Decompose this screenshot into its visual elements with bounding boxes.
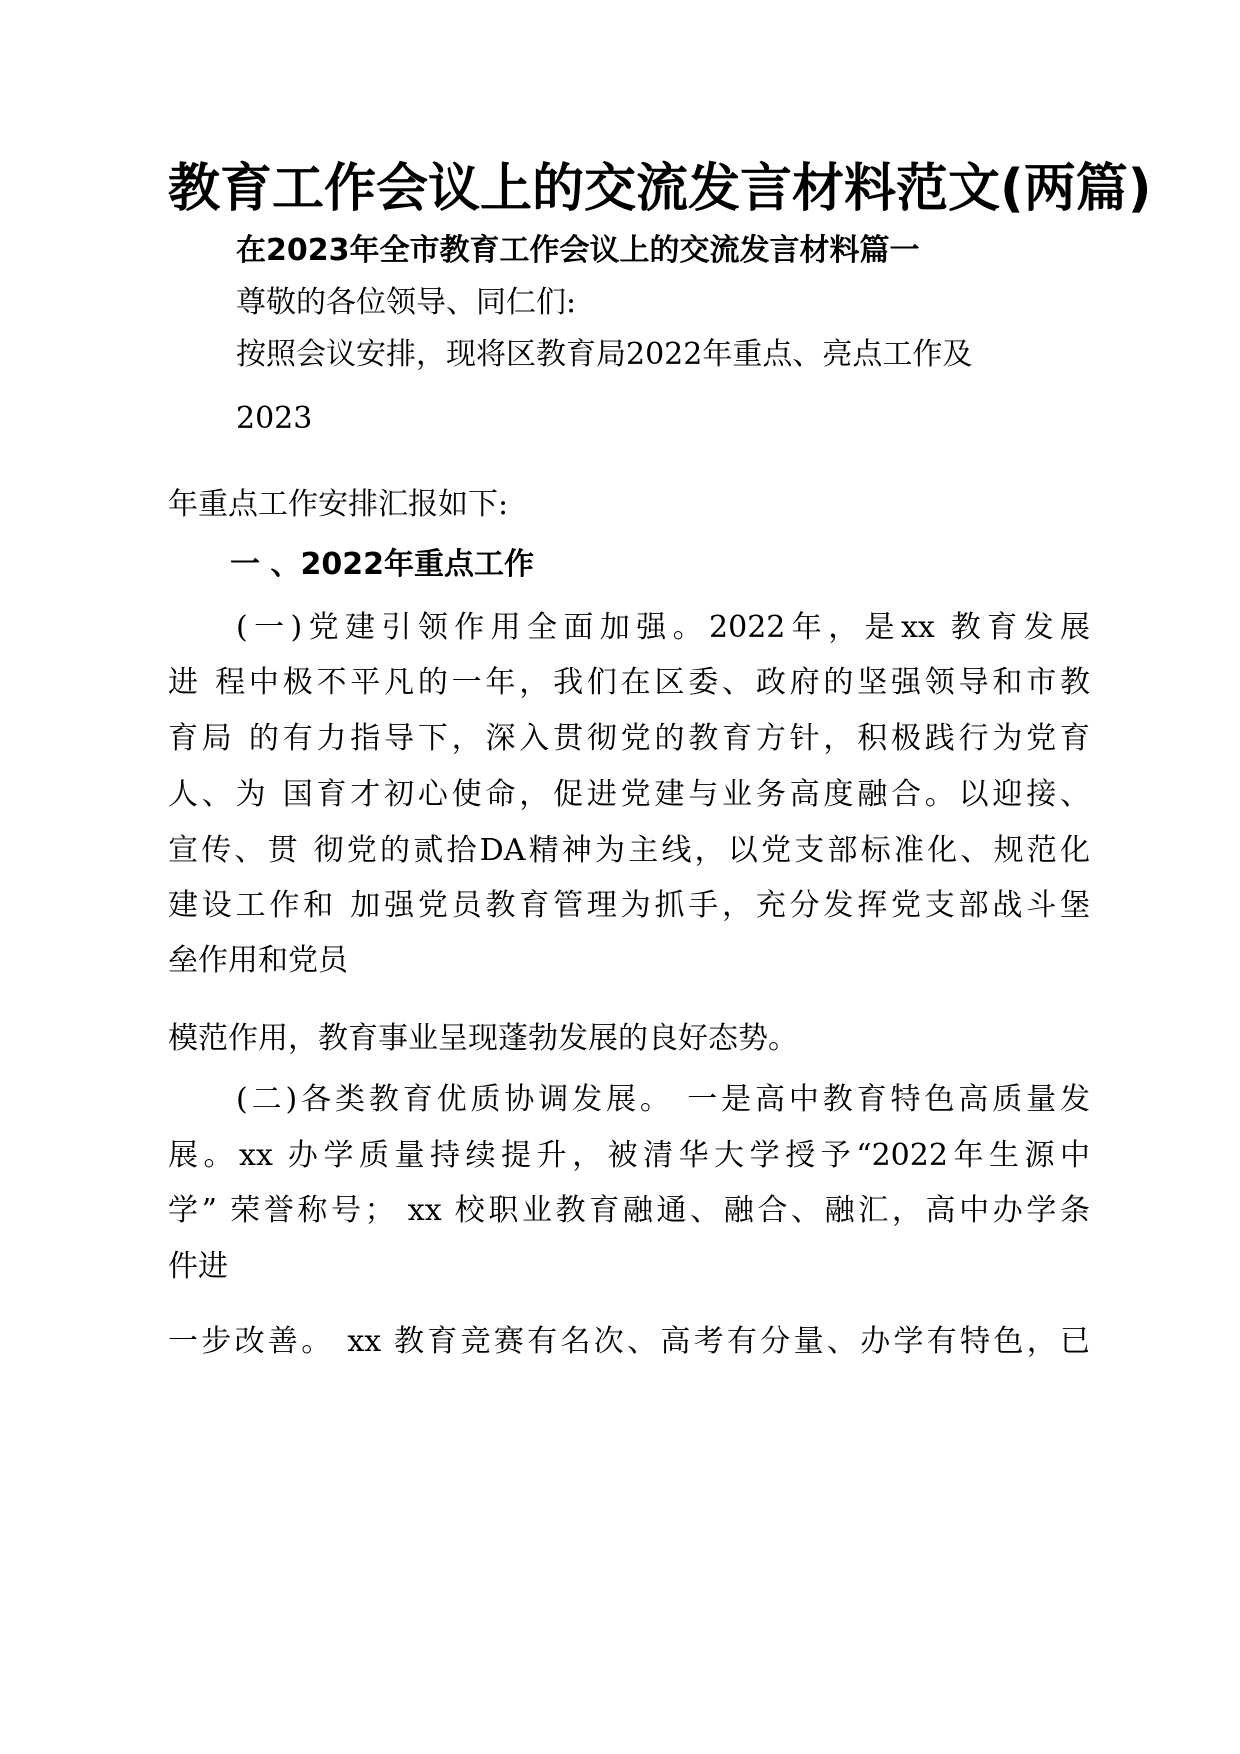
- salutation: 尊敬的各位领导、同仁们:: [236, 285, 577, 320]
- paragraph-line: 进 程中极不平凡的一年，我们在区委、政府的坚强领导和市教: [168, 665, 1090, 700]
- document-subtitle: 在2023年全市教育工作会议上的交流发言材料篇一: [236, 233, 920, 268]
- paragraph-line: 垒作用和党员: [168, 943, 348, 978]
- paragraph-line: (一)党建引领作用全面加强。2022年，是xx 教育发展: [236, 610, 1090, 645]
- paragraph-line: 建设工作和 加强党员教育管理为抓手，充分发挥党支部战斗堡: [168, 888, 1090, 923]
- section-heading: 一 、2022年重点工作: [230, 547, 534, 582]
- paragraph-line: 宣传、贯 彻党的贰拾DA精神为主线，以党支部标准化、规范化: [168, 833, 1090, 868]
- paragraph-line: 展。xx 办学质量持续提升，被清华大学授予“2022年生源中: [168, 1138, 1090, 1173]
- paragraph-line: 人、为 国育才初心使命，促进党建与业务高度融合。以迎接、: [168, 777, 1090, 812]
- paragraph-line: 育局 的有力指导下，深入贯彻党的教育方针，积极践行为党育: [168, 721, 1090, 756]
- intro-line: 按照会议安排，现将区教育局2022年重点、亮点工作及: [236, 337, 973, 372]
- paragraph-line: (二)各类教育优质协调发展。 一是高中教育特色高质量发: [236, 1082, 1090, 1117]
- paragraph-line: 模范作用，教育事业呈现蓬勃发展的良好态势。: [168, 1021, 798, 1056]
- intro-line: 2023: [236, 401, 313, 436]
- paragraph-line: 件进: [168, 1249, 228, 1284]
- intro-line: 年重点工作安排汇报如下:: [168, 487, 509, 522]
- paragraph-line: 一步改善。 xx 教育竞赛有名次、高考有分量、办学有特色，已: [168, 1324, 1090, 1359]
- document-title: 教育工作会议上的交流发言材料范文(两篇): [168, 159, 1152, 219]
- paragraph-line: 学” 荣誉称号； xx 校职业教育融通、融合、融汇，高中办学条: [168, 1193, 1090, 1228]
